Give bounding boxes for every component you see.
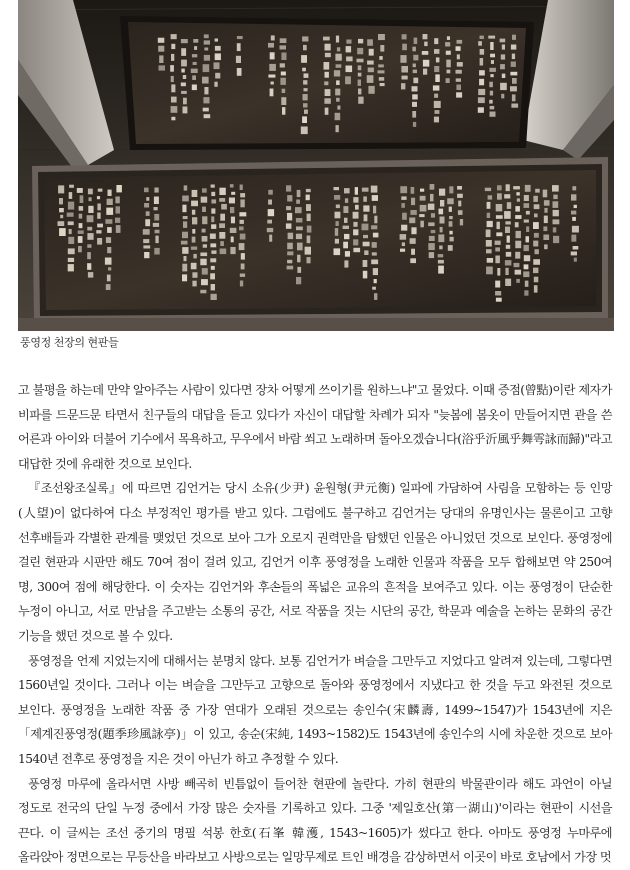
paragraph: 고 불평을 하는데 만약 알아주는 사람이 있다면 장차 어떻게 쓰이기를 원하느냐"고 물었다. 이때 증점(曾點)이란 제자가 비파를 드문드문 타면서 친구들의 대답을 듣고 있다가 자신이 대답할 차례가 되자 "늦봄에 봄옷이 만들어지면 관을 쓴 어른과 아이와 더불어 기수에서 목욕하고, 무우에서 바람 쐬고 노래하며 돌아오겠습니다(浴乎沂風乎舞雩詠而歸)"라고 대답한 것에 유래한 것으로 보인다. xyxy=(18,383,612,471)
article-body xyxy=(18,378,612,870)
photo-of-wooden-signboards-icon xyxy=(18,0,614,331)
paragraph: 풍영정 마루에 올라서면 사방 빼곡히 빈틈없이 들어찬 현판에 놀란다. 가히 현판의 박물관이라 해도 과언이 아닐 정도로 전국의 단일 누정 중에서 가장 많은 숫자를 기록하고 있다. 그중 '제일호산(第一湖山)'이라는 현판이 시선을 끈다. 이 글씨는 조선 중기의 명필 석봉 한호(石峯 韓濩, 1543~1605)가 썼다고 한다. 아마도 풍영정 누마루에 올라앉아 정면으로는 무등산을 바라보고 사방으로는 일망무제로 트인 배경을 감상하면서 이곳이 바로 호남에서 가장 멋 xyxy=(18,776,612,865)
signboards-photo xyxy=(18,0,614,331)
figure-caption: 풍영정 천장의 현판들 xyxy=(20,337,119,349)
paragraph: 『조선왕조실록』에 따르면 김언거는 당시 소유(少尹) 윤원형(尹元衡) 일파에 가담하여 사림을 모함하는 등 인망(人望)이 없다하여 다소 부정적인 평가를 받고 있다. 그럼에도 불구하고 김언거는 당대의 유명인사는 물론이고 고향 선후배들과 각별한 관계를 맺었던 것으로 보아 그가 오로지 권력만을 탐했던 인물은 아니었던 것으로 보인다. 풍영정에 걸린 현판과 시판만 해도 70여 점이 걸려 있고, 김언거 이후 풍영정을 노래한 인물과 작품을 모두 합해보면 약 250여 명, 300여 점에 해당한다. 이 숫자는 김언거와 후손들의 폭넓은 교유의 흔적을 보여주고 있다. 이는 풍영정이 단순한 누정이 아니고, 서로 만남을 주고받는 소통의 공간, 서로 작품을 짓는 시단의 공간, 학문과 예술을 논하는 문화의 공간 기능을 했던 것으로 볼 수 있다. xyxy=(18,481,612,643)
paragraph: 풍영정을 언제 지었는지에 대해서는 분명치 않다. 보통 김언거가 벼슬을 그만두고 지었다고 알려져 있는데, 그렇다면 1560년일 것이다. 그러나 이는 벼슬을 그만두고 고향으로 돌아와 풍영정에서 지냈다고 한 것을 두고 와전된 것으로 보인다. 풍영정을 노래한 작품 중 가장 연대가 오래된 것으로는 송인수(宋麟壽, 1499~1547)가 1543년에 지은 「제계진풍영정(題季珍風詠亭)」이 있고, 송순(宋純, 1493~1582)도 1543년에 송인수의 시에 차운한 것으로 보아 1540년 전후로 풍영정을 지은 것이 아닌가 하고 추정할 수 있다. xyxy=(18,653,612,766)
